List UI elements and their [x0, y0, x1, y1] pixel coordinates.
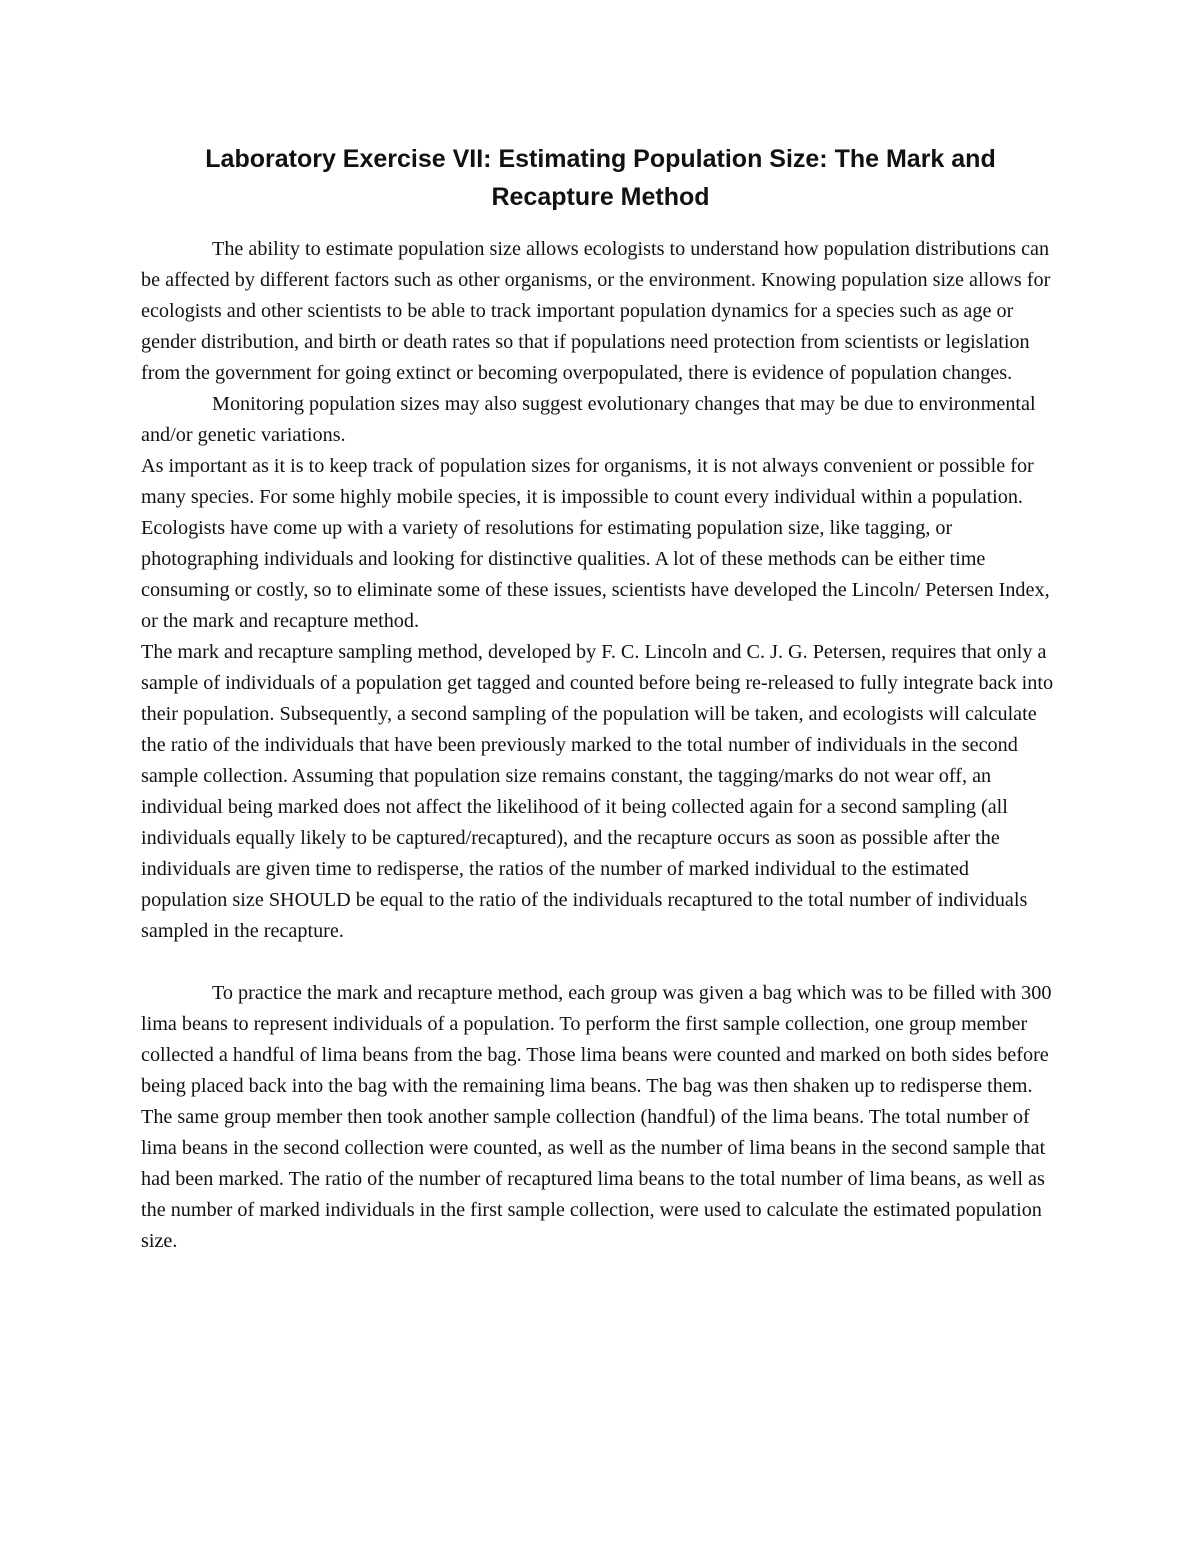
paragraph-method-description: The mark and recapture sampling method, developed by F. C. Lincoln and C. J. G. Petersen, requires that only a sample of individuals of a population get tagged and counted before being re-released to fully integrate back into their population. Subsequently, a second sampling of the population will be taken, and ecologists will calculate the ratio of the individuals that have been previously marked to the total number of individuals in the second sample collection. Assuming that population size remains constant, the tagging/marks do not wear off, an individual being marked does not affect the likelihood of it being collected again for a second sampling (all individuals equally likely to be captured/recaptured), and the recapture occurs as soon as possible after the individuals are given time to redisperse, the ratios of the number of marked individual to the estimated population size SHOULD be equal to the ratio of the individuals recaptured to the total number of individuals sampled in the recapture.: [141, 641, 1054, 942]
document-body: [141, 234, 1060, 1257]
document-title-line-1: Laboratory Exercise VII: Estimating Population Size: The Mark and: [205, 145, 996, 173]
paragraph-convenience: As important as it is to keep track of population sizes for organisms, it is not always convenient or possible for many species. For some highly mobile species, it is impossible to count every individual within a population.: [141, 455, 1034, 508]
paragraph-procedure: To practice the mark and recapture method, each group was given a bag which was to be filled with 300 lima beans to represent individuals of a population. To perform the first sample collection, one group member collected a handful of lima beans from the bag. Those lima beans were counted and marked on both sides before being placed back into the bag with the remaining lima beans. The bag was then shaken up to redisperse them. The same group member then took another sample collection (handful) of the lima beans. The total number of lima beans in the second collection were counted, as well as the number of lima beans in the second sample that had been marked. The ratio of the number of recaptured lima beans to the total number of lima beans, as well as the number of marked individuals in the first sample collection, were used to calculate the estimated population size.: [141, 982, 1052, 1252]
document-title-line-2: Recapture Method: [491, 183, 710, 211]
paragraph-monitoring: Monitoring population sizes may also suggest evolutionary changes that may be due to environmental and/or genetic variations.: [141, 393, 1036, 446]
paragraph-intro: The ability to estimate population size allows ecologists to understand how population distributions can be affected by different factors such as other organisms, or the environment. Knowing population size allows for ecologists and other scientists to be able to track important population dynamics for a species such as age or gender distribution, and birth or death rates so that if populations need protection from scientists or legislation from the government for going extinct or becoming overpopulated, there is evidence of population changes.: [141, 238, 1051, 384]
paragraph-resolutions: Ecologists have come up with a variety of resolutions for estimating population size, like tagging, or photographing individuals and looking for distinctive qualities. A lot of these methods can be either time consuming or costly, so to eliminate some of these issues, scientists have developed the Lincoln/ Petersen Index, or the mark and recapture method.: [141, 517, 1050, 632]
document-title: [141, 140, 1060, 216]
